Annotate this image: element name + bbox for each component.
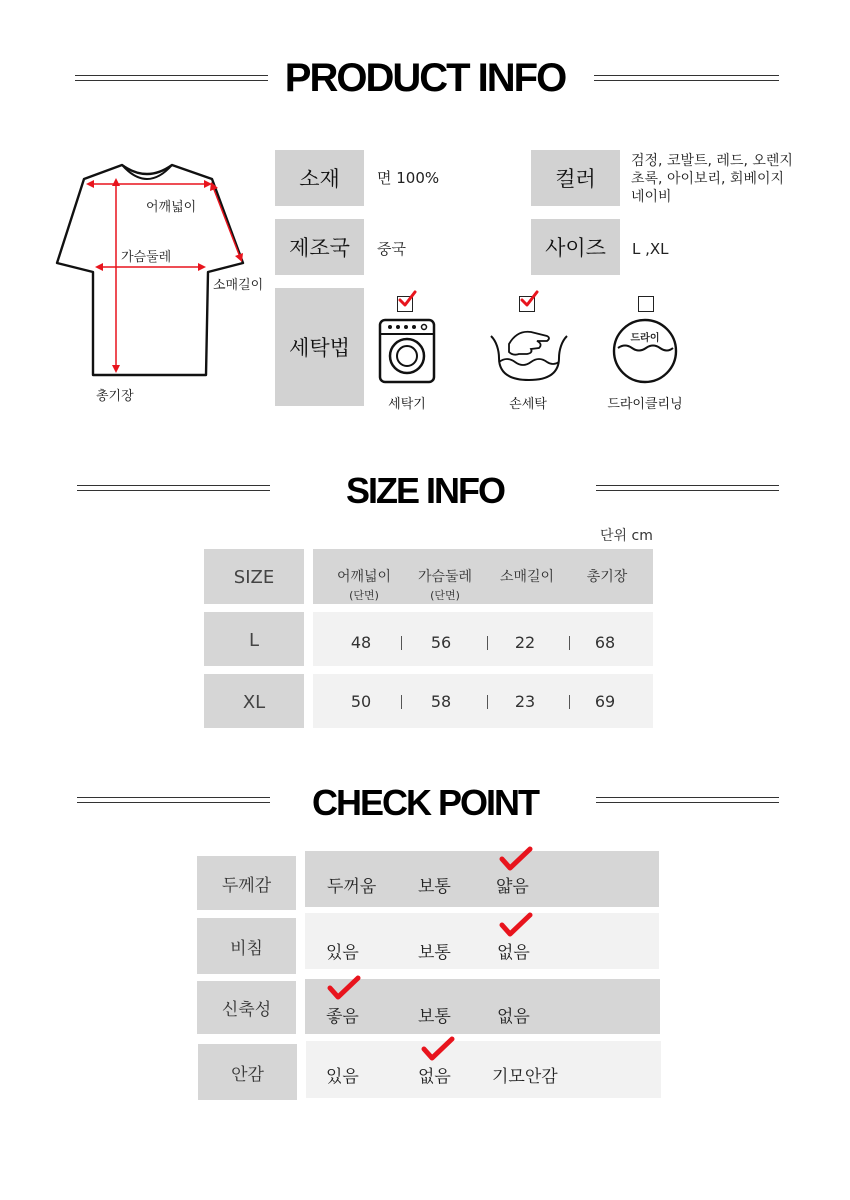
size-value-sleeve: 22 [514, 633, 536, 652]
col-shoulder: 어깨넓이 [336, 569, 392, 585]
washing-machine-icon [378, 318, 436, 384]
checkpoint-row-lining [306, 1041, 661, 1098]
diagram-label-length: 총기장 [96, 389, 134, 404]
col-chest-sub: (단면) [430, 589, 460, 602]
option-normal: 보통 [418, 877, 451, 897]
wash-label: 세탁법 [275, 288, 364, 406]
separator [487, 695, 488, 709]
size-row-label: L [248, 630, 260, 651]
size-value-length: 69 [594, 692, 616, 711]
material-value: 면 100% [377, 169, 440, 187]
option-none: 없음 [497, 943, 530, 963]
checkpoint-label-elasticity: 신축성 [197, 981, 296, 1034]
checkpoint-label-lining: 안감 [198, 1044, 297, 1100]
material-label: 소재 [275, 150, 364, 206]
diagram-label-shoulder: 어깨넓이 [146, 200, 197, 215]
dry-clean-checkbox[interactable] [638, 296, 654, 312]
check-mark-icon [327, 975, 361, 1001]
diagram-label-sleeve: 소매길이 [213, 278, 264, 293]
size-info-title: SIZE INFO [345, 470, 504, 511]
option-yes: 있음 [326, 943, 359, 963]
origin-label: 제조국 [275, 219, 364, 275]
col-chest: 가슴둘레 [417, 569, 473, 585]
option-thin: 얇음 [496, 877, 529, 897]
wash-caption-hand: 손세탁 [509, 397, 547, 412]
color-value [631, 152, 793, 206]
divider-right [596, 797, 779, 803]
option-none: 없음 [497, 1007, 530, 1027]
product-info-title: PRODUCT INFO [284, 56, 566, 100]
diagram-label-chest: 가슴둘레 [121, 250, 172, 265]
separator [487, 636, 488, 650]
col-sleeve: 소매길이 [499, 569, 555, 585]
check-mark-icon [499, 846, 533, 872]
checkpoint-label-transparency: 비침 [197, 918, 296, 974]
size-value: L ,XL [632, 240, 669, 258]
origin-value: 중국 [377, 240, 406, 258]
divider-right [596, 485, 779, 491]
size-row-label: XL [242, 692, 266, 713]
hand-wash-icon [487, 322, 571, 386]
size-value-sleeve: 23 [514, 692, 536, 711]
col-shoulder-sub: (단면) [349, 589, 379, 602]
option-fleece-lining: 기모안감 [492, 1067, 558, 1087]
col-length: 총기장 [586, 569, 628, 585]
separator [401, 636, 402, 650]
size-value-shoulder: 50 [350, 692, 372, 711]
color-value-line-3: 네이비 [631, 189, 672, 205]
size-header-label: SIZE [233, 567, 275, 588]
separator [569, 636, 570, 650]
size-value-shoulder: 48 [350, 633, 372, 652]
check-mark-icon [519, 289, 539, 309]
size-label: 사이즈 [531, 219, 620, 275]
color-value-line-2: 초록, 아이보리, 회베이지 [631, 171, 785, 187]
separator [401, 695, 402, 709]
size-value-chest: 56 [430, 633, 452, 652]
wash-caption-dry: 드라이클리닝 [607, 397, 683, 412]
option-yes: 있음 [326, 1067, 359, 1087]
option-none: 없음 [418, 1067, 451, 1087]
divider-right [594, 75, 779, 81]
size-unit-label: 단위 cm [600, 528, 653, 544]
dry-clean-icon [612, 318, 678, 384]
option-good: 좋음 [326, 1007, 359, 1027]
option-normal: 보통 [418, 1007, 451, 1027]
color-label: 컬러 [531, 150, 620, 206]
check-mark-icon [499, 912, 533, 938]
check-mark-icon [397, 289, 417, 309]
dry-clean-icon-text: 드라이 [630, 333, 660, 344]
check-point-title: CHECK POINT [311, 782, 538, 823]
wash-caption-machine: 세탁기 [388, 397, 426, 412]
check-mark-icon [421, 1036, 455, 1062]
option-thick: 두꺼움 [327, 877, 377, 897]
color-value-line-1: 검정, 코발트, 레드, 오렌지 [631, 153, 793, 169]
size-value-chest: 58 [430, 692, 452, 711]
checkpoint-label-thickness: 두께감 [197, 856, 296, 910]
separator [569, 695, 570, 709]
size-value-length: 68 [594, 633, 616, 652]
option-normal: 보통 [418, 943, 451, 963]
